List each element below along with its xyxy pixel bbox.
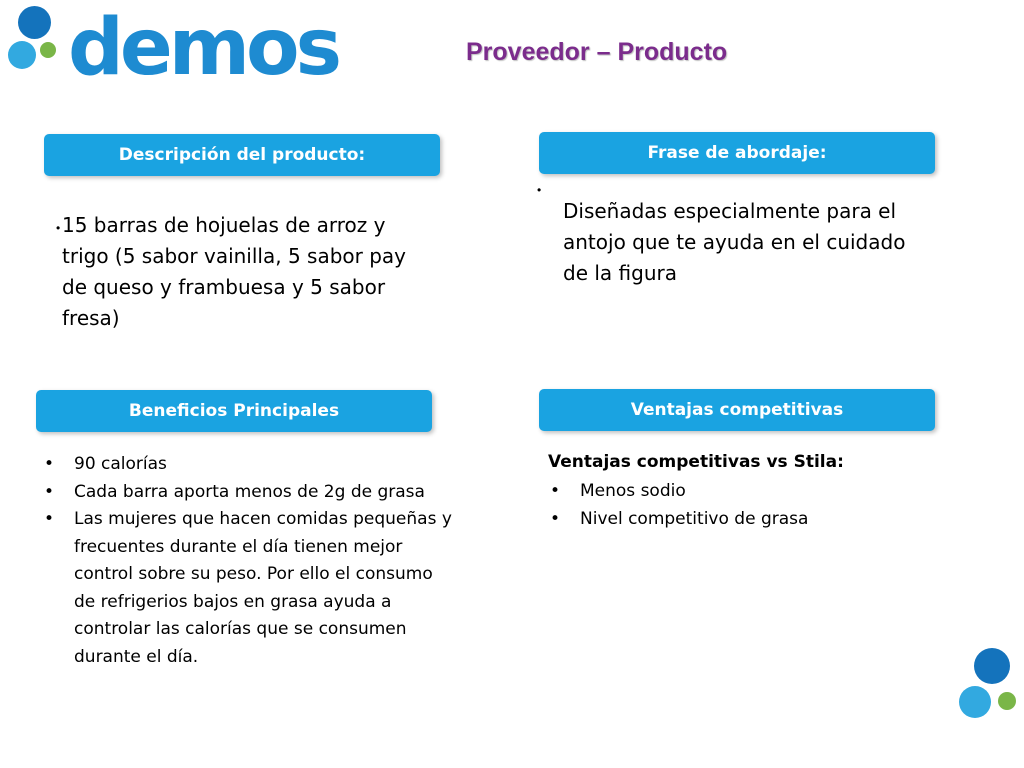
- ventajas-subheading: Ventajas competitivas vs Stila:: [548, 452, 844, 472]
- header-frase-label: Frase de abordaje:: [647, 143, 827, 163]
- header-descripcion-label: Descripción del producto:: [118, 145, 366, 165]
- header-frase: [539, 132, 935, 174]
- header-beneficios: [36, 390, 432, 432]
- logo-wordmark: demos: [68, 3, 339, 93]
- ventaja-item: [550, 506, 950, 534]
- logo-dot-dark-blue: [18, 6, 51, 39]
- header-beneficios-label: Beneficios Principales: [128, 401, 340, 421]
- beneficios-list: [44, 451, 464, 671]
- descripcion-text: 15 barras de hojuelas de arroz y trigo (5 sabor vainilla, 5 sabor pay de queso y frambuesa y 5 sabor fresa): [62, 213, 407, 330]
- header-ventajas-label: Ventajas competitivas: [630, 400, 844, 420]
- bullet-marker: •: [550, 508, 561, 529]
- ventajas-list: [550, 478, 950, 533]
- page-title: Proveedor – Producto: [466, 38, 728, 66]
- logo-dot-light-blue: [8, 41, 36, 69]
- header-descripcion: [44, 134, 440, 176]
- frase-bullet: •: [537, 183, 542, 197]
- beneficio-item: [44, 451, 464, 479]
- logo-dot-green: [40, 42, 56, 58]
- beneficio-text: 90 calorías: [74, 454, 167, 474]
- header-ventajas: [539, 389, 935, 431]
- bullet-marker: •: [550, 481, 561, 501]
- descripcion-bullet: •: [56, 221, 61, 235]
- ventaja-text: Menos sodio: [580, 481, 686, 501]
- beneficio-item: [44, 479, 464, 507]
- beneficio-text: Las mujeres que hacen comidas pequeñas y frecuentes durante el día tienen mejor control sobre su peso. Por ello el consumo de refrigerios bajos en grasa ayuda a controlar las calorías que se consumen durante el día.: [74, 509, 452, 667]
- beneficio-item: [44, 506, 454, 671]
- corner-decoration: [950, 640, 1024, 730]
- demos-logo: [0, 0, 340, 110]
- corner-dot-light-blue: [959, 686, 991, 718]
- corner-dot-dark-blue: [974, 648, 1010, 684]
- beneficio-text: Cada barra aporta menos de 2g de grasa: [74, 481, 425, 502]
- bullet-marker: •: [44, 509, 55, 529]
- ventaja-text: Nivel competitivo de grasa: [580, 508, 809, 529]
- ventaja-item: [550, 478, 950, 506]
- frase-text: Diseñadas especialmente para el antojo que te ayuda en el cuidado de la figura: [563, 199, 906, 285]
- bullet-marker: •: [44, 481, 55, 502]
- bullet-marker: •: [44, 454, 55, 474]
- corner-dot-green: [998, 692, 1016, 710]
